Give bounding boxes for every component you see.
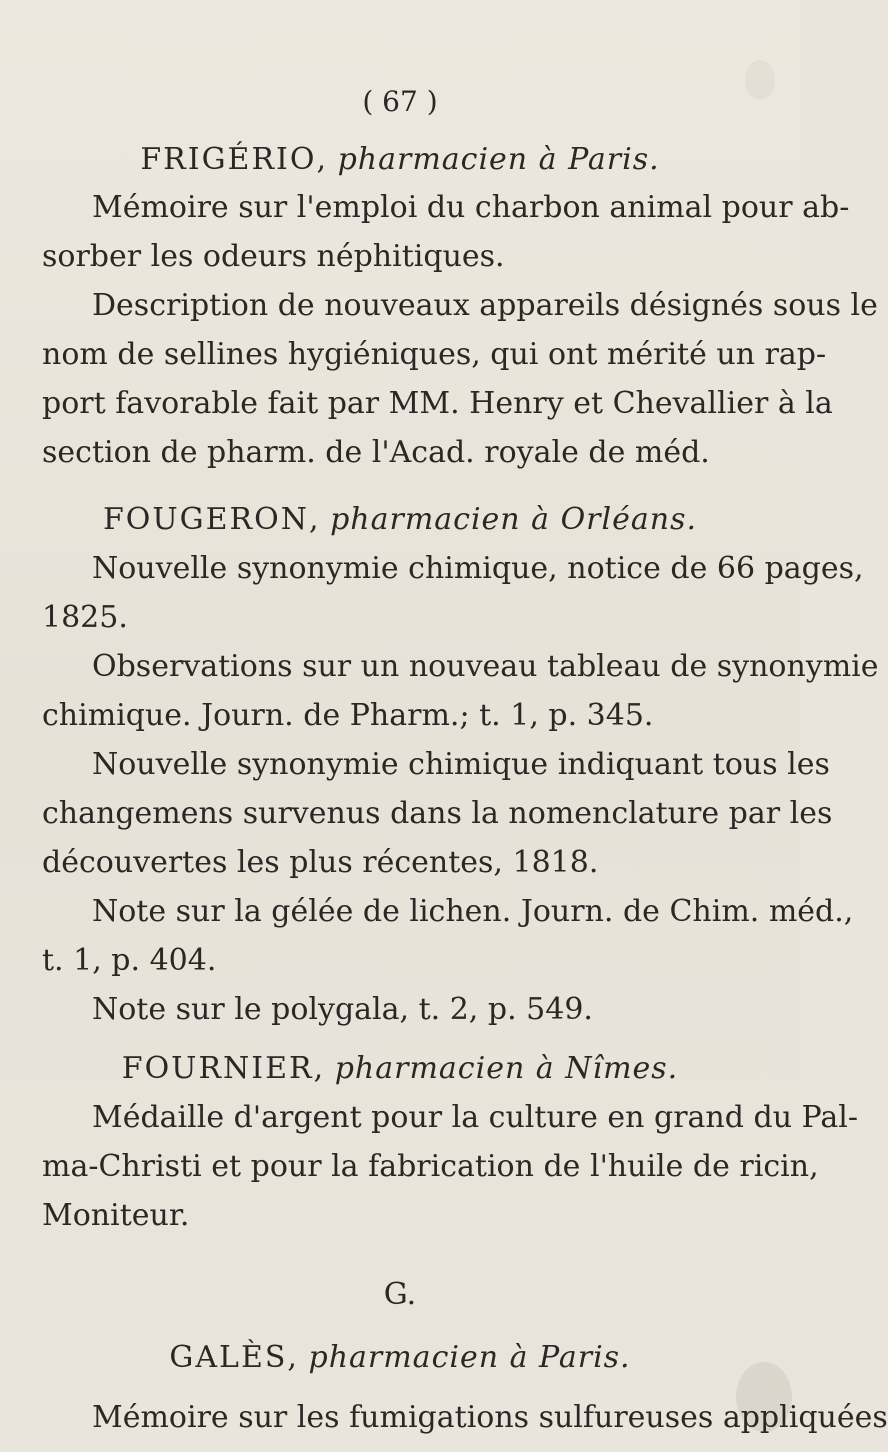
author-role: pharmacien à Nîmes. — [334, 1051, 679, 1086]
entry-line: Note sur le polygala, t. 2, p. 549. — [92, 992, 593, 1027]
entry-line: chimique. Journ. de Pharm.; t. 1, p. 345. — [42, 698, 654, 733]
entry-line: t. 1, p. 404. — [42, 943, 217, 978]
entry-line: 1825. — [42, 600, 128, 635]
author-name: FOUGERON — [102, 502, 309, 537]
entry-line: sorber les odeurs néphitiques. — [42, 239, 505, 274]
entry-line: nom de sellines hygiéniques, qui ont mérité un rap- — [42, 337, 827, 372]
entry-line: section de pharm. de l'Acad. royale de méd. — [42, 435, 710, 470]
entry-line: Mémoire sur l'emploi du charbon animal pour ab- — [92, 190, 850, 225]
entry-heading: FRIGÉRIO, pharmacien à Paris. — [140, 142, 660, 177]
entry-line: découvertes les plus récentes, 1818. — [42, 845, 599, 880]
entry-line: Médaille d'argent pour la culture en grand du Pal- — [92, 1100, 859, 1135]
entry-line: Mémoire sur les fumigations sulfureuses appliquées — [92, 1400, 888, 1435]
author-role: pharmacien à Paris. — [308, 1340, 631, 1375]
author-role: pharmacien à Paris. — [337, 142, 660, 177]
entry-line: Nouvelle synonymie chimique indiquant tous les — [92, 747, 830, 782]
section-letter: G. — [383, 1277, 417, 1312]
entry-line: ma-Christi et pour la fabrication de l'huile de ricin, — [42, 1149, 819, 1184]
entry-line: Description de nouveaux appareils désignés sous le — [92, 288, 878, 323]
entry-heading: FOUGERON, pharmacien à Orléans. — [102, 502, 697, 537]
author-name: FRIGÉRIO — [140, 142, 317, 177]
page-number: ( 67 ) — [362, 85, 438, 118]
entry-heading: FOURNIER, pharmacien à Nîmes. — [121, 1051, 679, 1086]
entry-line: port favorable fait par MM. Henry et Chevallier à la — [42, 386, 833, 421]
entry-line: Moniteur. — [42, 1198, 190, 1233]
entry-line: changemens survenus dans la nomenclature par les — [42, 796, 833, 831]
author-name: FOURNIER — [121, 1051, 314, 1086]
entry-line: Nouvelle synonymie chimique, notice de 66 pages, — [92, 551, 864, 586]
author-role: pharmacien à Orléans. — [330, 502, 697, 537]
entry-line: Note sur la gélée de lichen. Journ. de Chim. méd., — [92, 894, 854, 929]
author-name: GALÈS — [169, 1340, 288, 1375]
entry-line: Observations sur un nouveau tableau de synonymie — [92, 649, 879, 684]
entry-heading: GALÈS, pharmacien à Paris. — [169, 1340, 631, 1375]
